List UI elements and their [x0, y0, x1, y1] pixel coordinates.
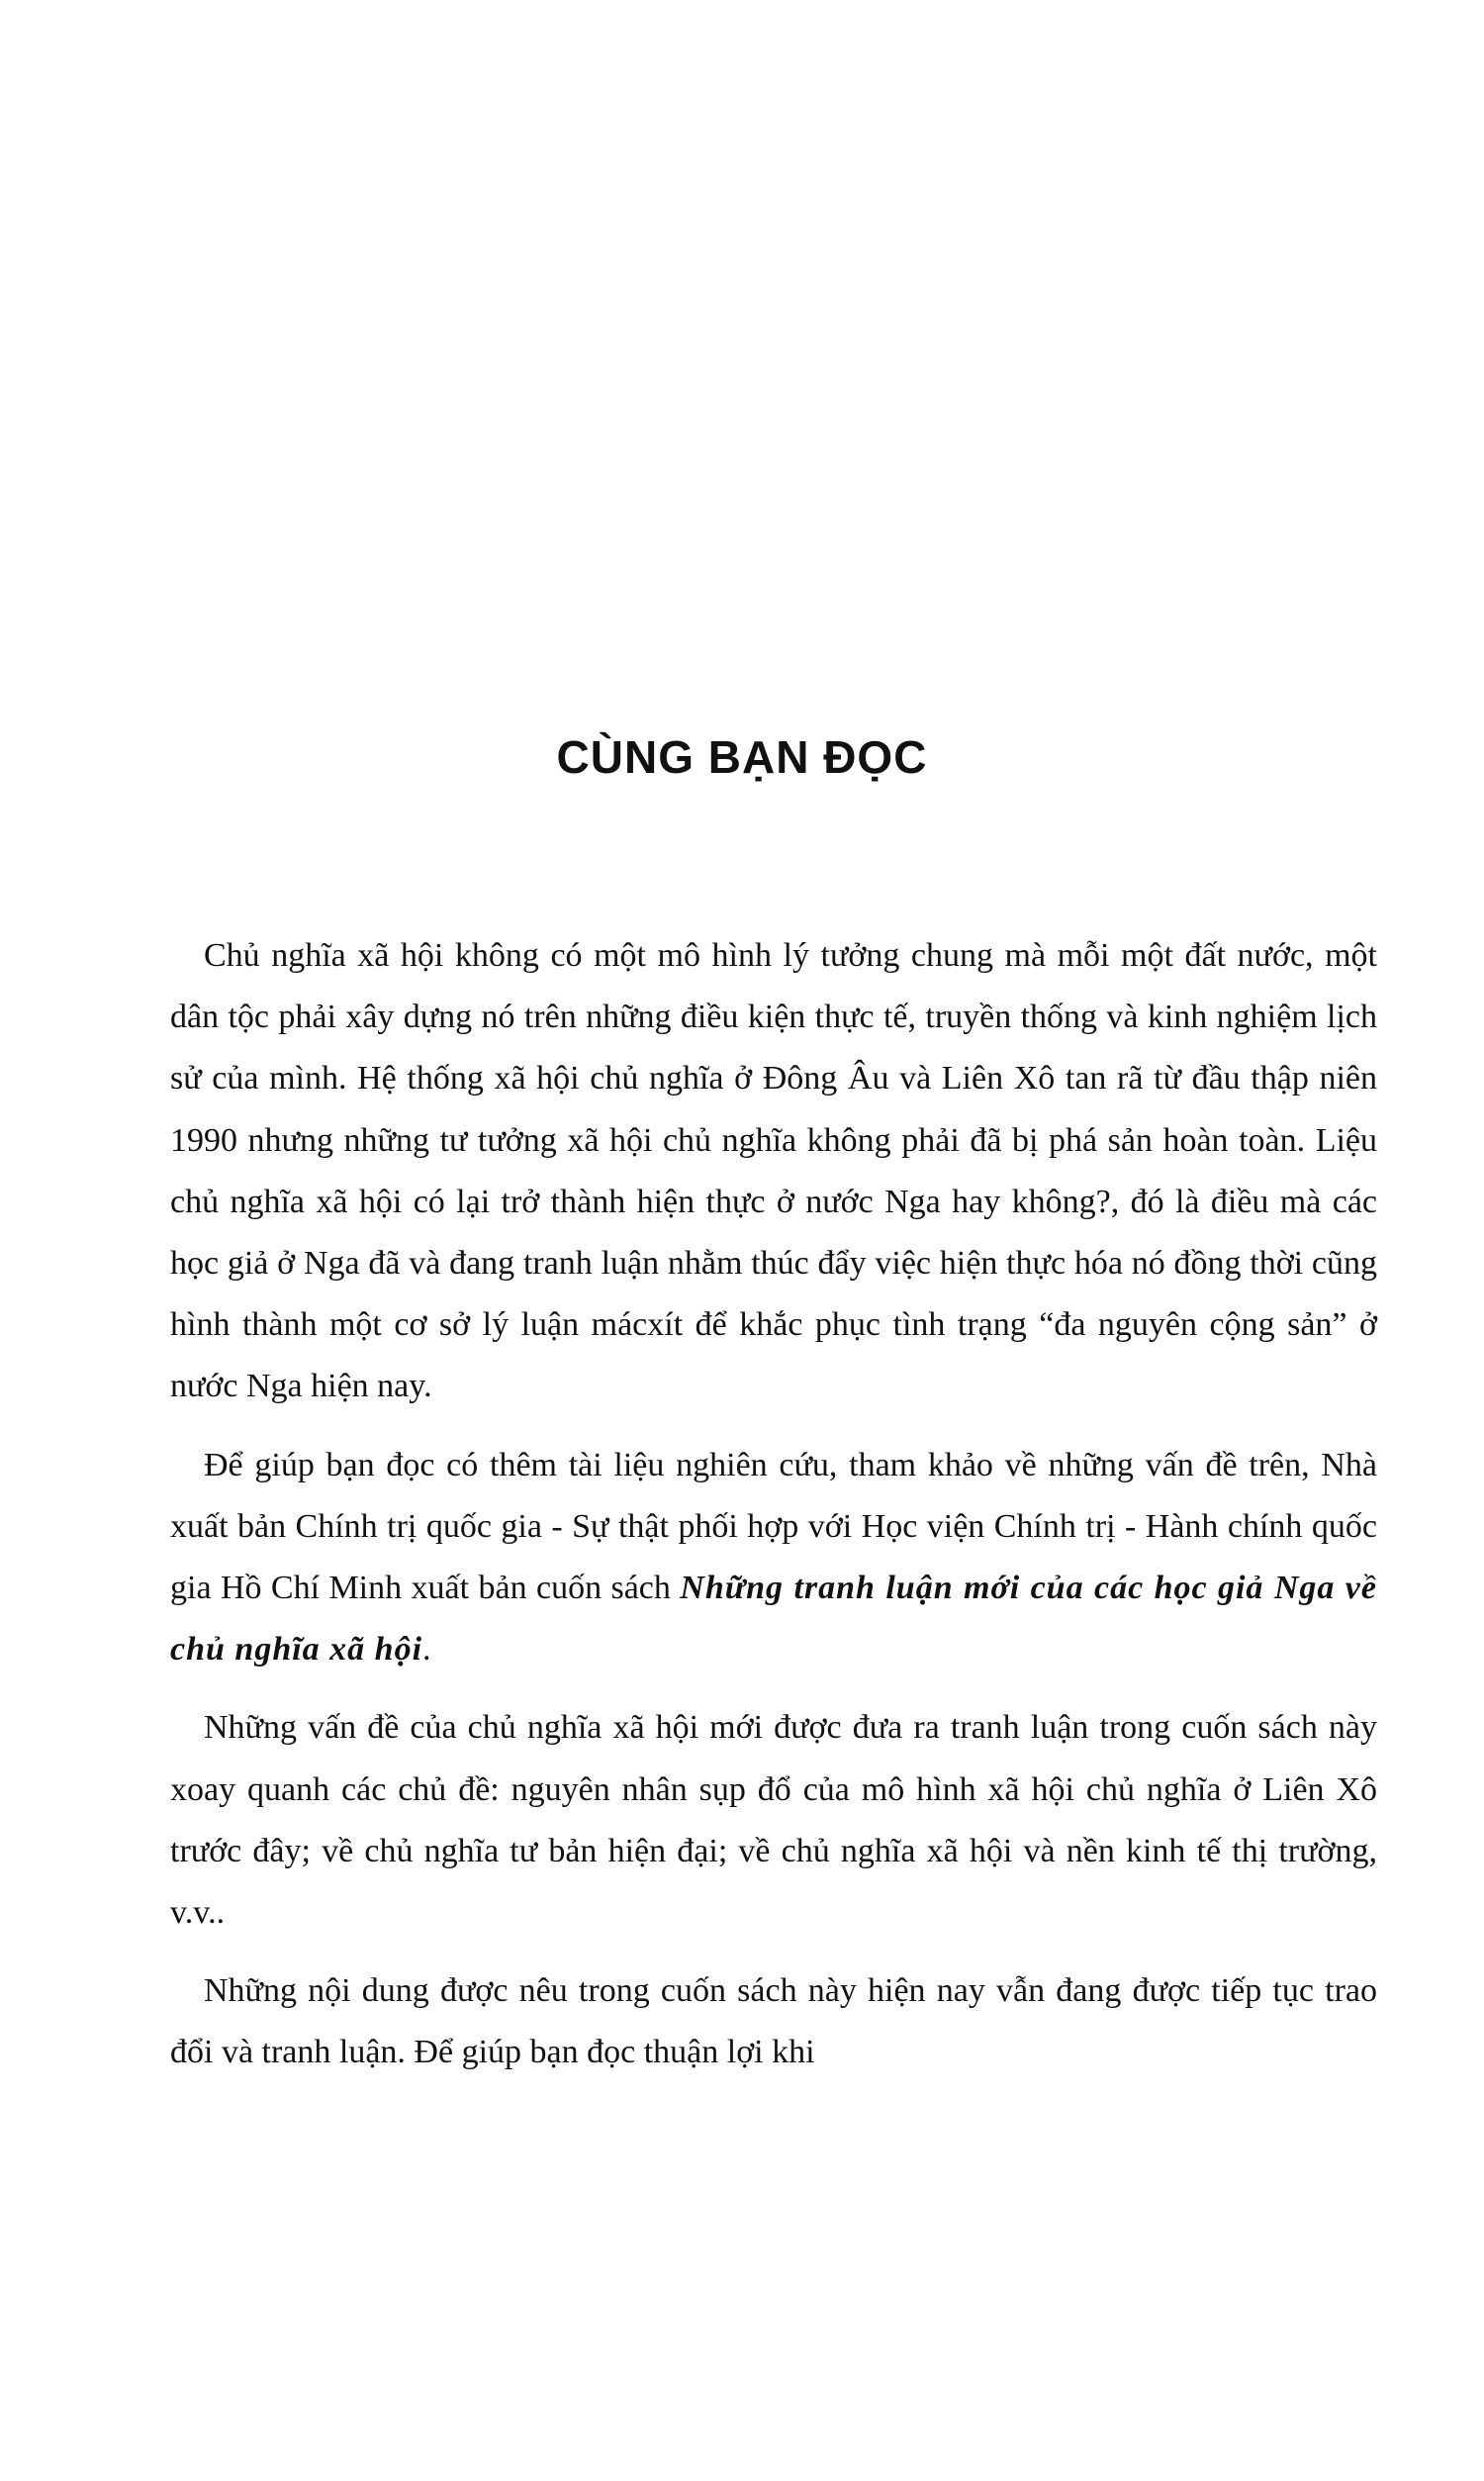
book-title: Những tranh luận mới của các học giả Nga về chủ nghĩa xã hội — [170, 1570, 1377, 1669]
paragraph-2-end: . — [422, 1631, 431, 1669]
paragraph-3: Những vấn đề của chủ nghĩa xã hội mới được đưa ra tranh luận trong cuốn sách này xoay quanh các chủ đề: nguyên nhân sụp đổ của mô hình xã hội chủ nghĩa ở Liên Xô trước đây; về chủ nghĩa tư bản hiện đại; về chủ nghĩa xã hội và nền kinh tế thị trường, v.v.. — [170, 1709, 1377, 1932]
page-title: CÙNG BẠN ĐỌC — [556, 731, 928, 783]
body-text — [170, 925, 1377, 2101]
paragraph-2-text: Để giúp bạn đọc có thêm tài liệu nghiên cứu, tham khảo về những vấn đề trên, Nhà xuất bản Chính trị quốc gia - Sự thật phối hợp với Học viện Chính trị - Hành chính quốc gia Hồ Chí Minh xuất bản cuốn sách — [170, 1446, 1377, 1607]
paragraph-2 — [170, 1435, 1377, 1681]
paragraph-1: Chủ nghĩa xã hội không có một mô hình lý tưởng chung mà mỗi một đất nước, một dân tộc phải xây dựng nó trên những điều kiện thực tế, truyền thống và kinh nghiệm lịch sử của mình. Hệ thống xã hội chủ nghĩa ở Đông Âu và Liên Xô tan rã từ đầu thập niên 1990 nhưng những tư tưởng xã hội chủ nghĩa không phải đã bị phá sản hoàn toàn. Liệu chủ nghĩa xã hội có lại trở thành hiện thực ở nước Nga hay không?, đó là điều mà các học giả ở Nga đã và đang tranh luận nhằm thúc đẩy việc hiện thực hóa nó đồng thời cũng hình thành một cơ sở lý luận mácxít để khắc phục tình trạng “đa nguyên cộng sản” ở nước Nga hiện nay. — [170, 937, 1377, 1405]
paragraph-4: Những nội dung được nêu trong cuốn sách này hiện nay vẫn đang được tiếp tục trao đổi và tranh luận. Để giúp bạn đọc thuận lợi khi — [170, 1972, 1377, 2071]
